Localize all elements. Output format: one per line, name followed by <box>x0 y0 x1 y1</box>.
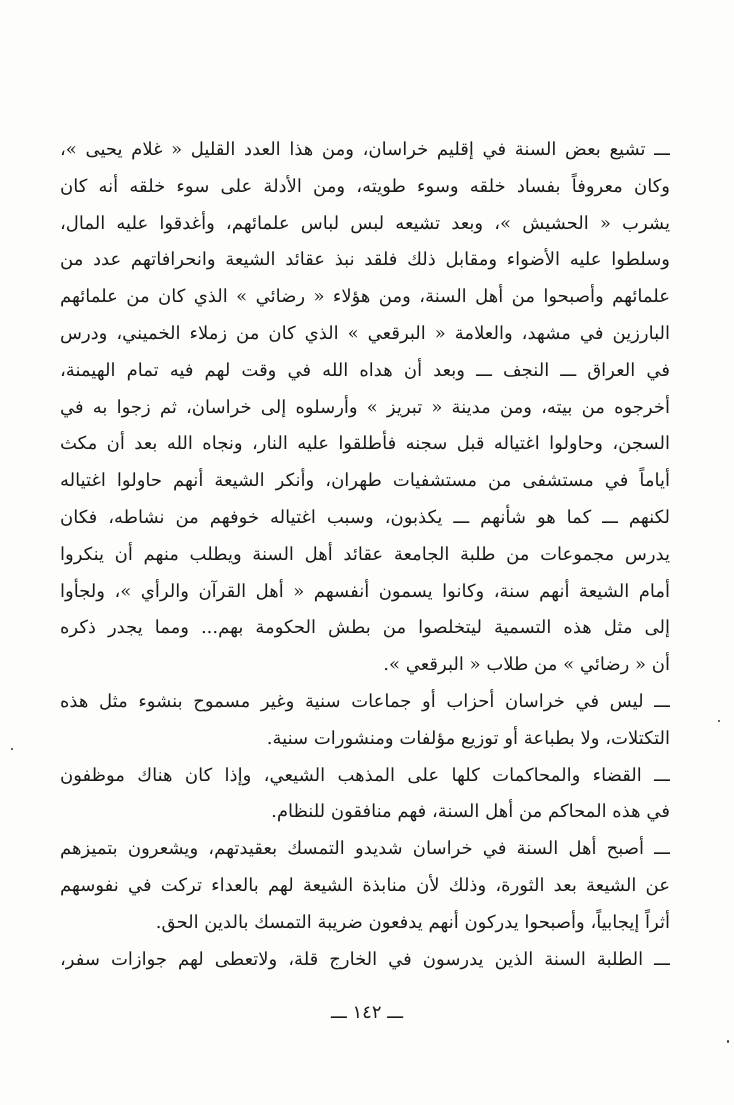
text-line: ـــ ليس في خراسان أحزاب أو جماعات سنية وغير مسموح بنشوء مثل هذه <box>60 690 670 712</box>
text-line: في هذه المحاكم من أهل السنة، فهم منافقون للنظام. <box>271 801 670 823</box>
scan-speck <box>718 720 720 722</box>
text-line: إلى مثل هذه التسمية ليتخلصوا من بطش الحكومة بهم... ومما يجدر ذكره <box>60 617 670 639</box>
scan-speck <box>11 748 13 750</box>
body-text <box>60 132 670 978</box>
text-line: ـــ أصبح أهل السنة في خراسان شديدو التمسك بعقيدتهم، ويشعرون بتميزهم <box>60 838 670 860</box>
text-line: ـــ القضاء والمحاكمات كلها على المذهب الشيعي، وإذا كان هناك موظفون <box>60 764 670 786</box>
text-line: يشرب « الحشيش »، وبعد تشيعه لبس لباس علمائهم، وأغدقوا عليه المال، <box>60 212 670 234</box>
text-line: وسلطوا عليه الأضواء ومقابل ذلك فلقد نبذ عقائد الشيعة وانحرافاتهم عدد من <box>60 249 670 271</box>
text-line: يدرس مجموعات من طلبة الجامعة عقائد أهل السنة ويطلب منهم أن ينكروا <box>60 543 670 565</box>
text-line: التكتلات، ولا بطباعة أو توزيع مؤلفات ومنشورات سنية. <box>266 727 670 749</box>
text-line: أمام الشيعة أنهم سنة، وكانوا يسمون أنفسهم « أهل القرآن والرأي »، ولجأوا <box>60 580 670 602</box>
text-line: ـــ تشيع بعض السنة في إقليم خراسان، ومن هذا العدد القليل « غلام يحيى »، <box>60 139 670 160</box>
text-line: لكنهم ـــ كما هو شأنهم ـــ يكذبون، وسبب اغتياله خوفهم من نشاطه، فكان <box>60 506 670 528</box>
text-line: البارزين في مشهد، والعلامة « البرقعي » الذي كان من زملاء الخميني، ودرس <box>60 322 670 344</box>
text-line: أن « رضائي » من طلاب « البرقعي ». <box>383 654 670 676</box>
text-line: وكان معروفاً بفساد خلقه وسوء طويته، ومن الأدلة على سوء خلقه أنه كان <box>60 175 670 197</box>
text-line: ـــ الطلبة السنة الذين يدرسون في الخارج قلة، ولاتعطى لهم جوازات سفر، <box>60 948 670 970</box>
text-line: أخرجوه من بيته، ومن مدينة « تبريز » وأرسلوه إلى خراسان، ثم زجوا به في <box>60 396 670 418</box>
page-number: ـــ ١٤٢ ـــ <box>330 1002 404 1023</box>
text-line: أياماً في مستشفى من مستشفيات طهران، وأنكر الشيعة أنهم حاولوا اغتياله <box>60 470 670 492</box>
text-line: عن الشيعة بعد الثورة، وذلك لأن منابذة الشيعة لهم بالعداء تركت في نفوسهم <box>60 874 670 896</box>
text-line: أثراً إيجابياً، وأصبحوا يدركون أنهم يدفعون ضريبة التمسك بالدين الحق. <box>155 911 670 933</box>
text-line: في العراق ـــ النجف ـــ وبعد أن هداه الله في وقت لهم فيه تمام الهيمنة، <box>60 359 670 381</box>
text-line: السجن، وحاولوا اغتياله قبل سجنه فأطلقوا عليه النار، ونجاه الله بعد أن مكث <box>60 433 670 455</box>
text-line: علمائهم وأصبحوا من أهل السنة، ومن هؤلاء « رضائي » الذي كان من علمائهم <box>60 286 670 308</box>
scan-speck <box>727 1040 729 1043</box>
